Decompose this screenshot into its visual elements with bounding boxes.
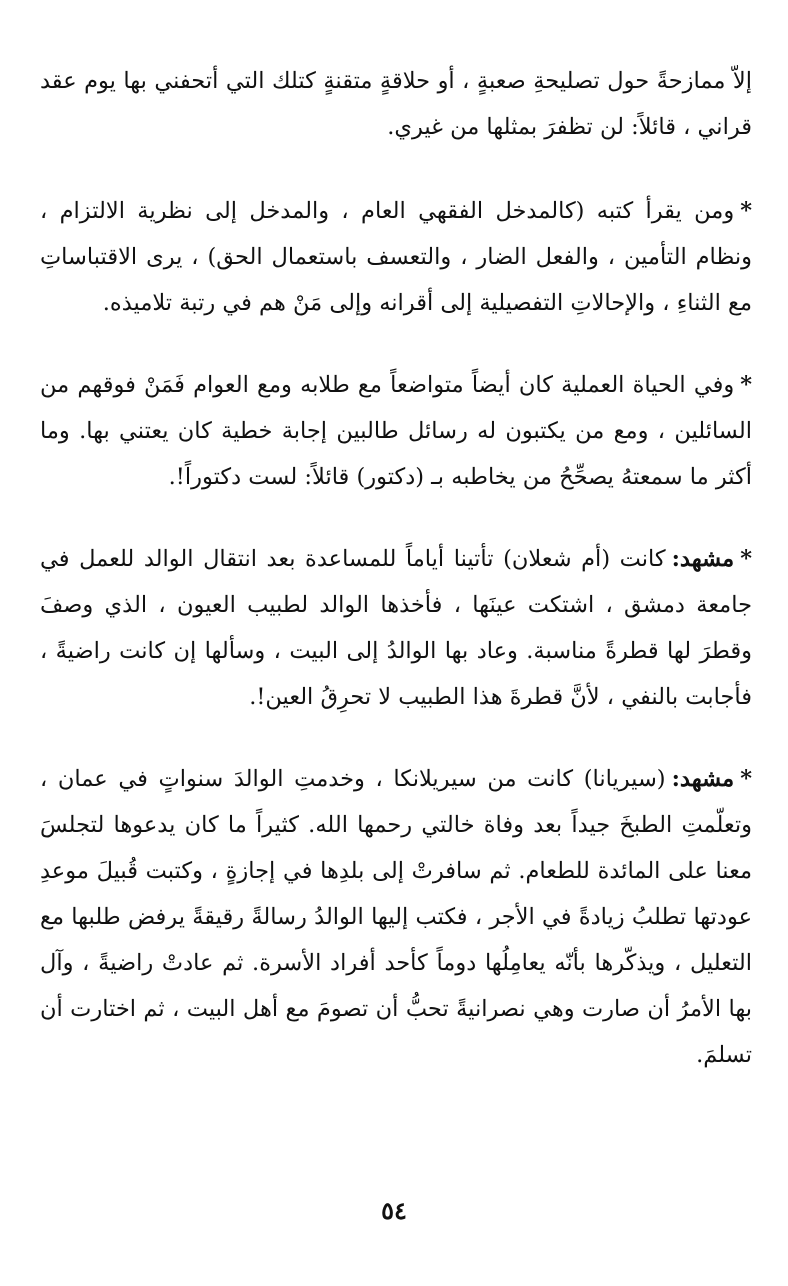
paragraph-lead: مشهد:: [671, 546, 735, 572]
paragraph-text: إلاّ ممازحةً حول تصليحةِ صعبةٍ ، أو حلاقةٍ متقنةٍ كتلك التي أتحفني بها يوم عقد قراني ، قائلاً: لن تظفرَ بمثلها من غيري.: [40, 68, 752, 140]
page-number: ٥٤: [381, 1196, 407, 1225]
bullet-star-icon: *: [740, 546, 752, 572]
paragraph-3: [40, 362, 752, 500]
paragraph-5: [40, 756, 752, 1078]
bullet-star-icon: *: [740, 198, 752, 224]
bullet-star-icon: *: [740, 372, 752, 398]
paragraph-4: [40, 536, 752, 720]
paragraph-1: [40, 58, 752, 150]
paragraph-lead: مشهد:: [671, 766, 735, 792]
paragraph-text: وفي الحياة العملية كان أيضاً متواضعاً مع طلابه ومع العوام فَمَنْ فوقهم من السائلين ، ومع من يكتبون له رسائل طالبين إجابة خطية كان يعتني بها. وما أكثر ما سمعتهُ يصحِّحُ من يخاطبه بـ (دكتور) قائلاً: لست دكتوراً!.: [40, 372, 752, 490]
paragraph-text: (سيريانا) كانت من سيريلانكا ، وخدمتِ الوالدَ سنواتٍ في عمان ، وتعلّمتِ الطبخَ جيداً بعد وفاة خالتي رحمها الله. كثيراً ما كان يدعوها لتجلسَ معنا على المائدة للطعام. ثم سافرتْ إلى بلدِها في إجازةٍ ، وكتبت قُبيلَ موعدِ عودتها تطلبُ زيادةً في الأجر ، فكتب إليها الوالدُ رسالةً رقيقةً يرفض طلبها مع التعليل ، ويذكّرها بأنّه يعامِلُها دوماً كأحد أفراد الأسرة. ثم عادتْ راضيةً ، وآل بها الأمرُ أن صارت وهي نصرانيةً تحبُّ أن تصومَ مع أهل البيت ، ثم اختارت أن تسلمَ.: [40, 766, 752, 1068]
paragraph-text: كانت (أم شعلان) تأتينا أياماً للمساعدة بعد انتقال الوالد للعمل في جامعة دمشق ، اشتكت عينَها ، فأخذها الوالد لطبيب العيون ، الذي وصفَ وقطرَ لها قطرةً مناسبة. وعاد بها الوالدُ إلى البيت ، وسألها إن كانت راضيةً ، فأجابت بالنفي ، لأنَّ قطرةَ هذا الطبيب لا تحرِقُ العين!.: [40, 546, 752, 710]
bullet-star-icon: *: [740, 766, 752, 792]
paragraph-2: [40, 188, 752, 326]
paragraph-text: ومن يقرأ كتبه (كالمدخل الفقهي العام ، والمدخل إلى نظرية الالتزام ، ونظام التأمين ، والفعل الضار ، والتعسف باستعمال الحق) ، يرى الاقتباساتِ مع الثناءِ ، والإحالاتِ التفصيلية إلى أقرانه وإلى مَنْ هم في رتبة تلاميذه.: [40, 198, 752, 316]
document-page: [40, 58, 752, 1114]
